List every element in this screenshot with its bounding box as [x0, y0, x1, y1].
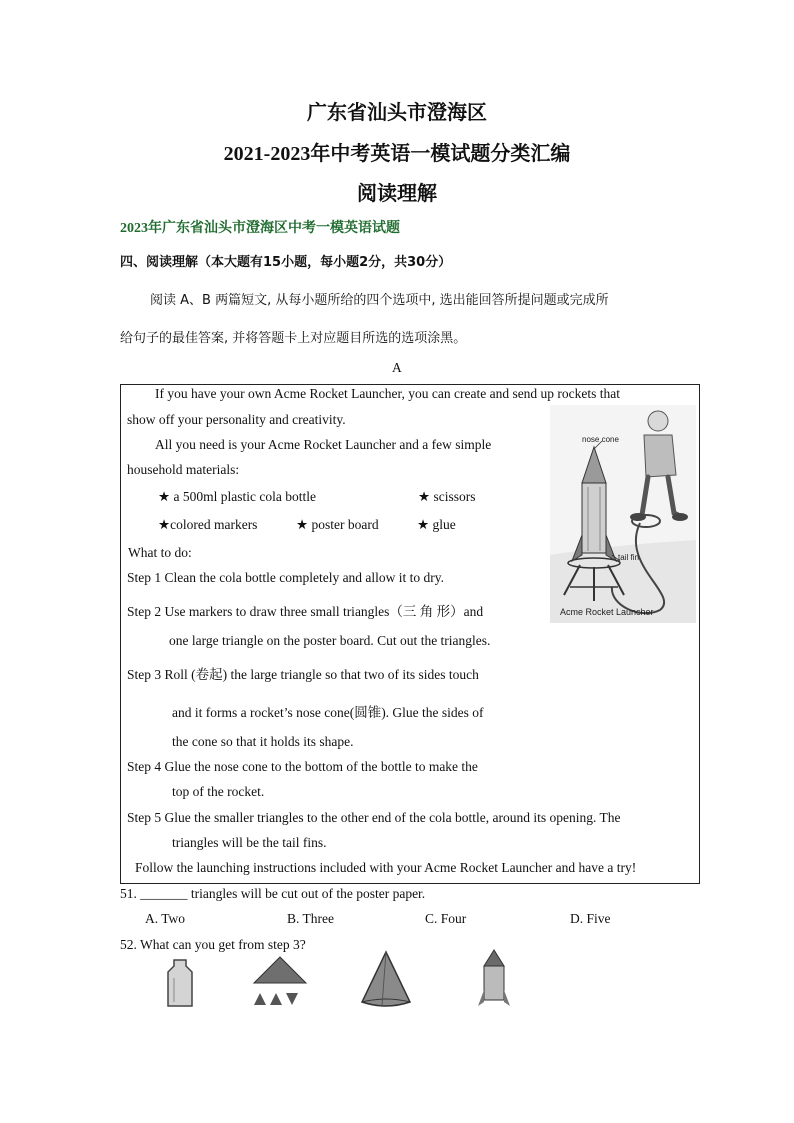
section-heading: 四、阅读理解（本大题有15小题，每小题2分，共30分） [120, 255, 452, 270]
q51-option-a: A. Two [145, 911, 186, 926]
q51-stem: 51. _______ triangles will be cut out of the poster paper. [120, 886, 426, 901]
step3-line2: and it forms a rocket’s nose cone(圆锥). Glue the sides of [172, 705, 484, 720]
q52-option-bottle-image [160, 958, 200, 1010]
title-line3: 阅读理解 [357, 183, 437, 205]
material-bottle: ★ a 500ml plastic cola bottle [158, 489, 316, 504]
step5-line2: triangles will be the tail fins. [172, 835, 327, 850]
material-scissors: ★ scissors [418, 489, 476, 504]
step1: Step 1 Clean the cola bottle completely and allow it to dry. [127, 570, 445, 585]
material-glue: ★ glue [417, 517, 456, 532]
step3-line1: Step 3 Roll (卷起) the large triangle so that two of its sides touch [127, 667, 479, 682]
q52-option-triangles-image [250, 955, 310, 1011]
q52-option-rocket-image [476, 948, 512, 1010]
exam-title: 2023年广东省汕头市澄海区中考一模英语试题 [120, 221, 400, 236]
step3-line3: the cone so that it holds its shape. [172, 734, 354, 749]
q51-option-d: D. Five [570, 911, 611, 926]
p2-line2: household materials: [127, 462, 240, 477]
q51-option-b: B. Three [287, 911, 334, 926]
material-markers: ★colored markers [158, 517, 258, 532]
step2-line2: one large triangle on the poster board. Cut out the triangles. [169, 633, 491, 648]
q52-option-cone-image [358, 950, 414, 1012]
instructions-line1: 阅读 A、B 两篇短文, 从每小题所给的四个选项中, 选出能回答所提问题或完成所 [150, 293, 609, 308]
nose-cone-label: nose cone [582, 435, 619, 444]
rocket-launcher-illustration [550, 405, 696, 623]
step2-line1: Step 2 Use markers to draw three small triangles（三 角 形）and [127, 604, 484, 619]
p1-line1: If you have your own Acme Rocket Launcher, you can create and send up rockets that [155, 386, 621, 401]
p1-line2: show off your personality and creativity. [127, 412, 346, 427]
step5-line1: Step 5 Glue the smaller triangles to the other end of the cola bottle, around its opening. The [127, 810, 621, 825]
q51-option-c: C. Four [425, 911, 467, 926]
q52-stem: 52. What can you get from step 3? [120, 937, 306, 952]
what-to-do: What to do: [128, 545, 192, 560]
passage-label: A [392, 360, 402, 375]
step4-line1: Step 4 Glue the nose cone to the bottom of the bottle to make the [127, 759, 478, 774]
instructions-line2: 给句子的最佳答案, 并将答题卡上对应题目所选的选项涂黑。 [120, 331, 467, 346]
p2-line1: All you need is your Acme Rocket Launcher and a few simple [155, 437, 492, 452]
figure-caption: Acme Rocket Launcher [560, 607, 654, 617]
title-line2: 2021-2023年中考英语一模试题分类汇编 [223, 143, 571, 165]
material-poster: ★ poster board [296, 517, 379, 532]
closing-line: Follow the launching instructions included with your Acme Rocket Launcher and have a try! [135, 860, 637, 875]
step4-line2: top of the rocket. [172, 784, 265, 799]
tail-fin-label: tail fin [618, 553, 639, 562]
title-line1: 广东省汕头市澄海区 [307, 102, 487, 124]
